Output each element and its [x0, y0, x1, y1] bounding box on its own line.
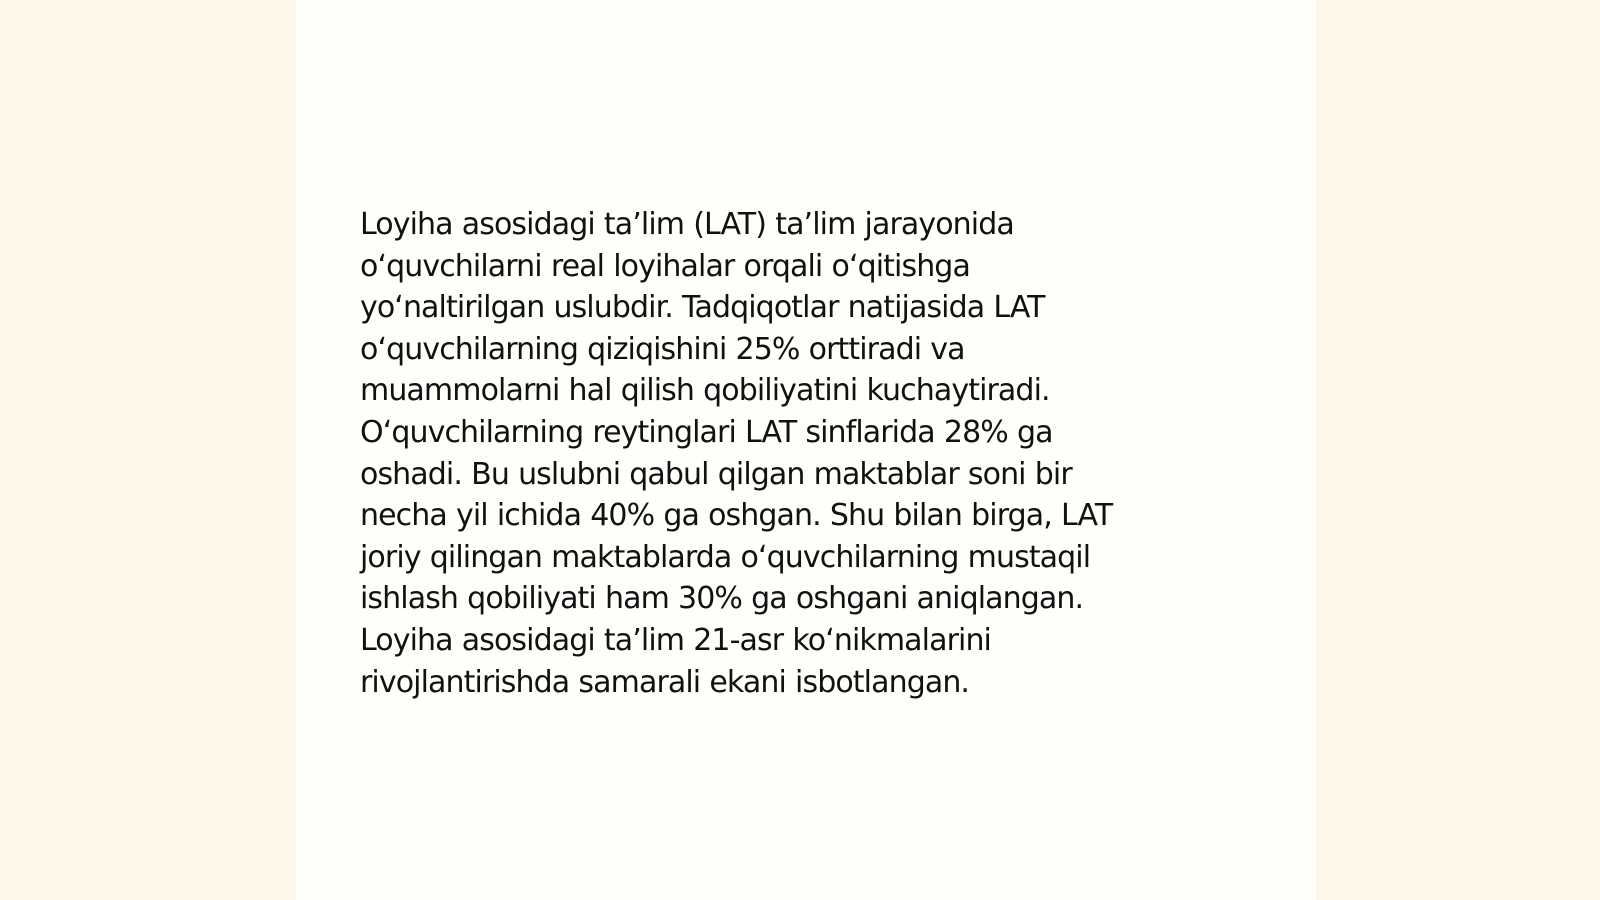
paragraph-line: ishlash qobiliyati ham 30% ga oshgani aniqlangan.	[360, 581, 1084, 617]
document-page	[296, 0, 1316, 900]
paragraph-line: muammolarni hal qilish qobiliyatini kuchaytiradi.	[360, 373, 1050, 409]
paragraph-line: Loyiha asosidagi ta’lim (LAT) ta’lim jarayonida	[360, 207, 1014, 242]
paragraph-line: o‘quvchilarni real loyihalar orqali o‘qitishga	[360, 248, 970, 284]
body-paragraph	[360, 204, 1220, 703]
paragraph-line: oshadi. Bu uslubni qabul qilgan maktablar soni bir	[360, 456, 1072, 492]
paragraph-line: o‘quvchilarning qiziqishini 25% orttiradi va	[360, 331, 965, 367]
paragraph-line: O‘quvchilarning reytinglari LAT sinflarida 28% ga	[360, 414, 1053, 450]
paragraph-line: Loyiha asosidagi ta’lim 21-asr ko‘nikmalarini	[360, 622, 991, 658]
paragraph-line: rivojlantirishda samarali ekani isbotlangan.	[360, 664, 970, 700]
paragraph-line: yo‘naltirilgan uslubdir. Tadqiqotlar natijasida LAT	[360, 290, 1045, 326]
paragraph-line: necha yil ichida 40% ga oshgan. Shu bilan birga, LAT	[360, 498, 1113, 534]
paragraph-line: joriy qilingan maktablarda o‘quvchilarning mustaqil	[360, 539, 1091, 575]
